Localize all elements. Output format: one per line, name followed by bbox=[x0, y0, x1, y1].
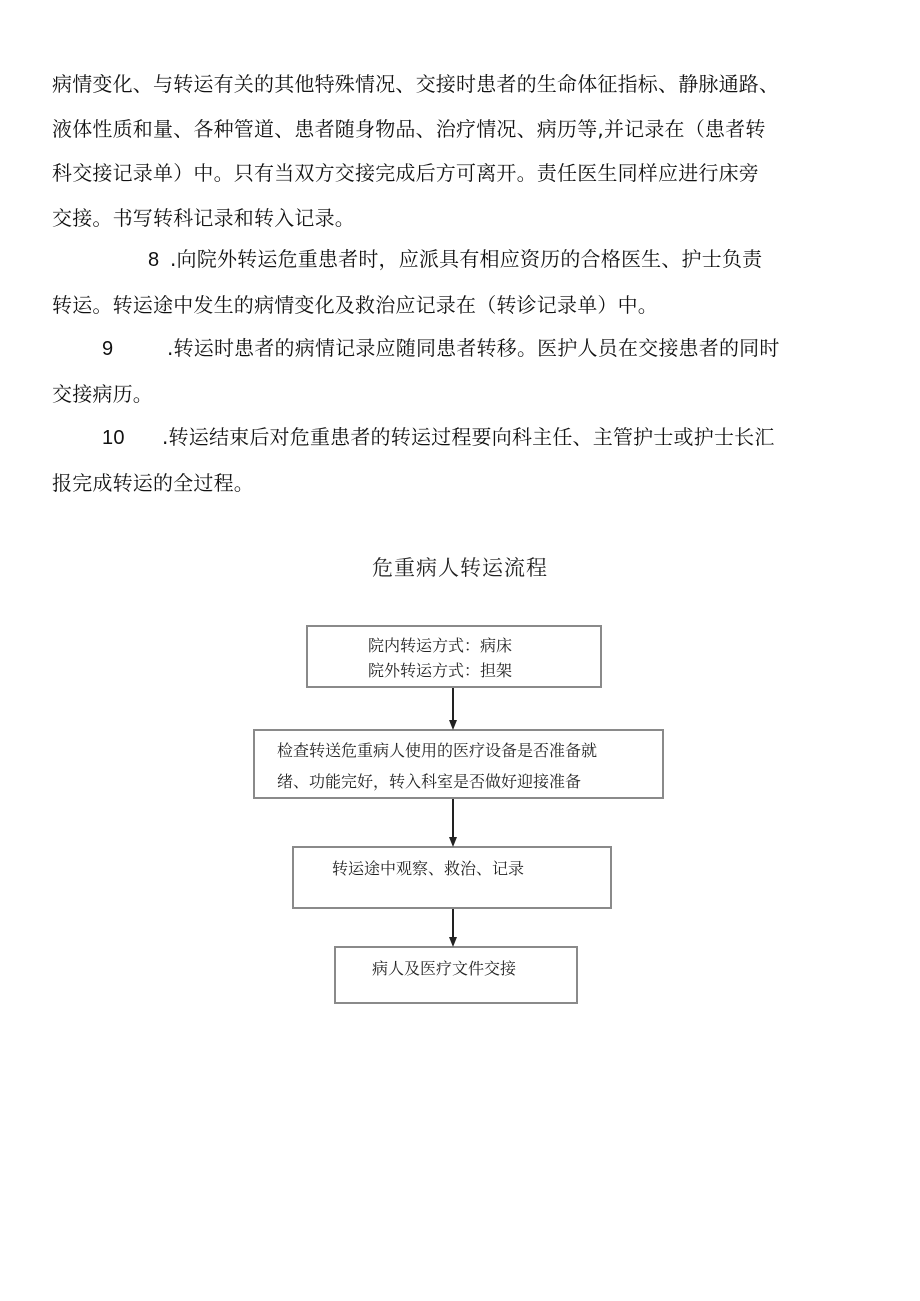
paragraph-continuation bbox=[52, 62, 884, 240]
flow-step-equipment-check bbox=[253, 729, 664, 799]
text-line: 科交接记录单）中。只有当双方交接完成后方可离开。责任医生同样应进行床旁 bbox=[52, 161, 759, 185]
flow-step-en-route bbox=[292, 846, 612, 909]
flow-step-handover bbox=[334, 946, 578, 1004]
flow-step-text: 转运途中观察、救治、记录 bbox=[332, 859, 525, 878]
item-8 bbox=[52, 237, 884, 327]
item-number: 9 bbox=[102, 338, 114, 360]
item-text: .转运结束后对危重患者的转运过程要向科主任、主管护士或护士长汇 bbox=[162, 425, 775, 449]
item-text: .转运时患者的病情记录应随同患者转移。医护人员在交接患者的同时 bbox=[167, 336, 780, 360]
item-text: 报完成转运的全过程。 bbox=[52, 470, 254, 495]
item-9 bbox=[52, 326, 884, 416]
item-text: .向院外转运危重患者时，应派具有相应资历的合格医生、护士负责 bbox=[170, 247, 763, 271]
flow-step-text: 绪、功能完好，转入科室是否做好迎接准备 bbox=[277, 772, 582, 791]
flowchart-title: 危重病人转运流程 bbox=[372, 556, 548, 580]
flow-step-text: 院外转运方式：担架 bbox=[368, 661, 513, 680]
text-line: 病情变化、与转运有关的其他特殊情况、交接时患者的生命体征指标、静脉通路、 bbox=[52, 72, 780, 96]
text-line: 液体性质和量、各种管道、患者随身物品、治疗情况、病历等,并记录在（患者转 bbox=[52, 116, 766, 141]
flow-step-text: 院内转运方式：病床 bbox=[368, 636, 513, 655]
item-10 bbox=[52, 415, 884, 505]
flow-step-transport-method bbox=[306, 625, 602, 688]
flow-step-text: 病人及医疗文件交接 bbox=[372, 959, 517, 978]
text-line: 交接。书写转科记录和转入记录。 bbox=[52, 205, 355, 230]
flow-step-text: 检查转送危重病人使用的医疗设备是否准备就 bbox=[277, 741, 598, 760]
item-number: 10 bbox=[102, 427, 125, 449]
item-number: 8 bbox=[148, 249, 160, 271]
item-text: 交接病历。 bbox=[52, 381, 153, 406]
item-text: 转运。转运途中发生的病情变化及救治应记录在（转诊记录单）中。 bbox=[52, 292, 658, 317]
